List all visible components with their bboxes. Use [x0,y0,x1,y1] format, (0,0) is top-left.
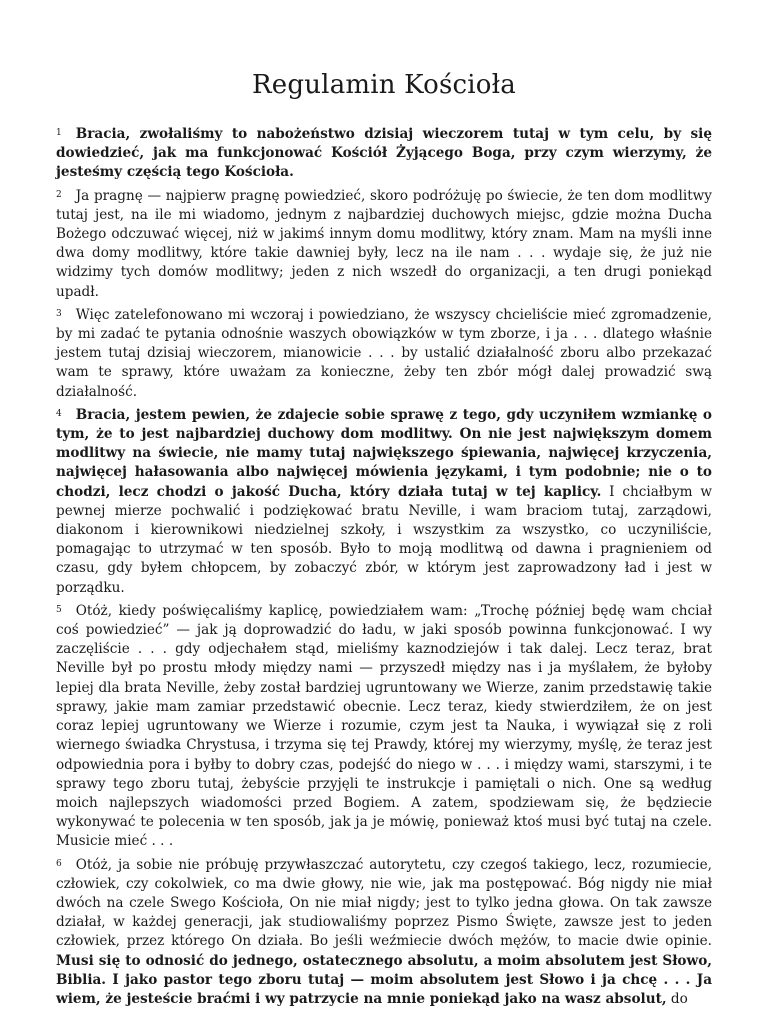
paragraph-number: 3 [56,308,62,319]
document-title: Regulamin Kościoła [252,70,516,100]
paragraph-text: do [666,990,688,1007]
paragraph-number: 2 [56,189,62,200]
paragraph-text: Otóż, kiedy poświęcaliśmy kaplicę, powiedziałem wam: „Trochę później będę wam chciał coś powiedzieć” — jak ją doprowadzić do ładu, w jaki sposób powinna funkcjonować. I wy zaczęliście . . . gdy odjechałem stąd, mieliśmy kaznodziejów i tak dalej. Lecz teraz, brat Neville był po prostu młody między nami — przyszedł między nas i ja myślałem, że byłoby lepiej dla brata Neville, żeby został bardziej ugruntowany we Wierze, zanim przedstawię takie sprawy, jakie mam zamiar przedstawić obecnie. Lecz teraz, kiedy stwierdziłem, że on jest coraz lepiej ugruntowany we Wierze i rozumie, czym jest ta Nauka, i wywiązał się z roli wiernego świadka Chrystusa, i trzyma się tej Prawdy, której my wierzymy, myślę, że teraz jest odpowiednia pora i byłby to dobry czas, podejść do niego w . . . i między wami, starszymi, i te sprawy tego zboru tutaj, żebyście przyjęli te instrukcje i pamiętali o nich. One są według moich najlepszych wiadomości przed Bogiem. A zatem, spodziewam się, że będziecie wykonywać te polecenia w ten sposób, jak ja je mówię, ponieważ ktoś musi być tutaj na czele. Musicie mieć . . . [56,602,712,850]
paragraph-text-bold: Musi się to odnosić do jednego, ostatecznego absolutu, a moim absolutem jest Słowo, Biblia. I jako pastor tego zboru tutaj — moim absolutem jest Słowo i ja chcę . . . Ja wiem, że jesteście braćmi i wy patrzycie na mnie poniekąd jako na wasz absolut, [56,952,712,1007]
paragraph-text: I chciałbym w pewnej mierze pochwalić i podziękować bratu Neville, i wam braciom tutaj, zarządowi, diakonom i kierownikowi niedzielnej szkoły, i wszystkim za wszystko, co uczyniliście, pomagając to utrzymać w ten sposób. Było to moją modlitwą od dawna i pragnieniem od czasu, gdy byłem chłopcem, by zobaczyć zbór, w którym jest zaprowadzony ład i jest w porządku. [56,483,712,596]
paragraph-text-bold: Bracia, jestem pewien, że zdajecie sobie sprawę z tego, gdy uczyniłem wzmiankę o tym, że to jest najbardziej duchowy dom modlitwy. On nie jest największym domem modlitwy na świecie, nie mamy tutaj największego śpiewania, najwięcej krzyczenia, najwięcej hałasowania albo najwięcej mówienia językami, i tym podobnie; nie o to chodzi, lecz chodzi o jakość Ducha, który działa tutaj w tej kaplicy. [56,406,712,500]
paragraph-text: Więc zatelefonowano mi wczoraj i powiedziano, że wszyscy chcieliście mieć zgromadzenie, by mi zadać te pytania odnośnie waszych obowiązków w tym zborze, i ja . . . dlatego właśnie jestem tutaj dzisiaj wieczorem, mianowicie . . . by ustalić działalność zboru albo przekazać wam te sprawy, które uważam za konieczne, żeby ten zbór mógł dalej prowadzić swą działalność. [56,306,712,400]
paragraph-4 [56,405,712,598]
paragraph-3 [56,305,712,402]
paragraph-text: Ja pragnę — najpierw pragnę powiedzieć, skoro podróżuję po świecie, że ten dom modlitwy tutaj jest, na ile mi wiadomo, jednym z najbardziej duchowych miejsc, gdzie można Ducha Bożego odczuwać więcej, niż w jakimś innym domu modlitwy, który znam. Mam na myśli inne dwa domy modlitwy, które takie dawniej były, lecz na ile nam . . . wydaje się, że już nie widzimy tych domów modlitwy; jeden z nich wszedł do organizacji, a ten drugi poniekąd upadł. [56,187,712,300]
paragraph-text: Bracia, zwołaliśmy to nabożeństwo dzisiaj wieczorem tutaj w tym celu, by się dowiedzieć, jak ma funkcjonować Kościół Żyjącego Boga, przy czym wierzymy, że jesteśmy częścią tego Kościoła. [56,126,712,181]
paragraph-6 [56,855,712,1009]
paragraph-number: 1 [56,128,62,138]
paragraph-number: 5 [56,604,62,615]
paragraph-2 [56,186,712,302]
paragraph-1 [56,124,712,183]
paragraph-text: Otóż, ja sobie nie próbuję przywłaszczać autorytetu, czy czegoś takiego, lecz, rozumiecie, człowiek, czy cokolwiek, co ma dwie głowy, nie wie, jak ma postępować. Bóg nigdy nie miał dwóch na czele Swego Kościoła, On nie miał nigdy; jest to tylko jedna głowa. On tak zawsze działał, w każdej generacji, jak studiowaliśmy poprzez Pismo Święte, zawsze jest to jeden człowiek, przez którego On działa. Bo jeśli weźmiecie dwóch mężów, to macie dwie opinie. [56,856,712,950]
paragraph-number: 4 [56,408,62,419]
paragraph-5 [56,601,712,852]
paragraph-number: 6 [56,858,62,869]
